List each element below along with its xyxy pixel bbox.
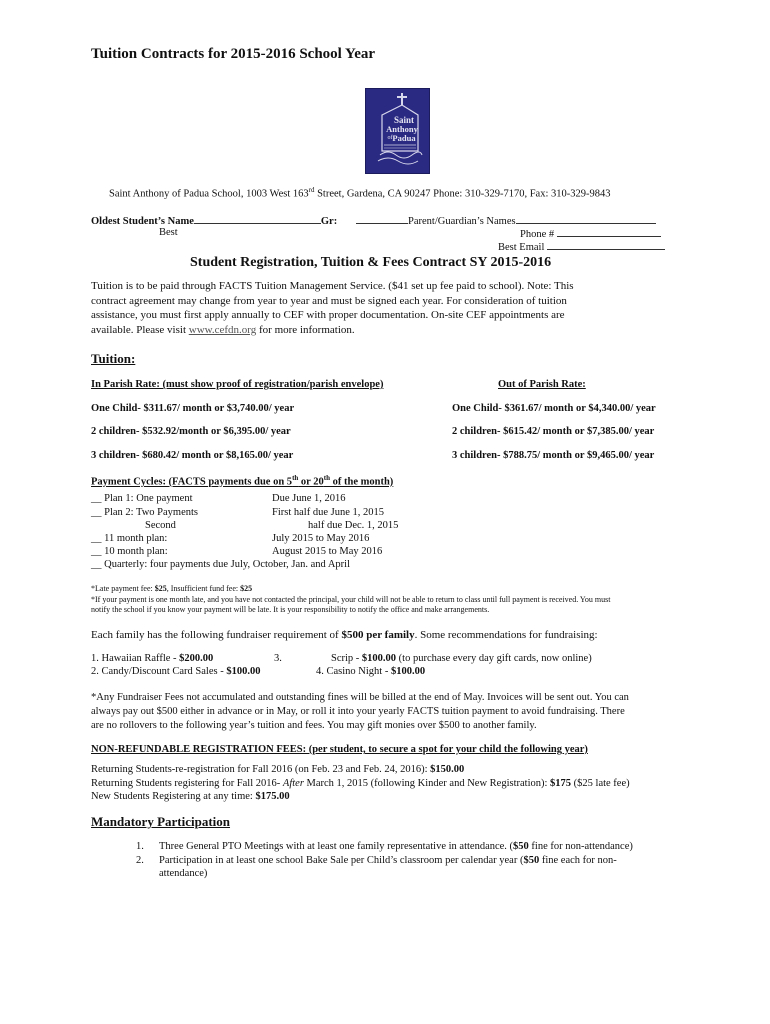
mandatory-text: fine for non-attendance) [528,841,633,852]
in-parish-rate: 3 children- $680.42/ month or $8,165.00/ year [91,450,294,461]
mandatory-text: Three General PTO Meetings with at least one family representative in attendance. ( [159,841,514,852]
fundraiser-item-number: 3. [274,653,282,664]
late-fee-text: *Late payment fee: [91,584,155,593]
guardian-label: Parent/Guardian’s Names [408,216,516,227]
registration-text: Returning Students-re-registration for Fall 2016 (on Feb. 23 and Feb. 24, 2016): [91,764,431,775]
mandatory-participation-heading: Mandatory Participation [91,814,231,829]
fundraiser-item-amount: $200.00 [179,653,214,664]
registration-text-italic: After [282,778,304,789]
contract-title: Student Registration, Tuition & Fees Contract SY 2015-2016 [190,255,552,270]
mandatory-fine: $50 [523,855,540,866]
oldest-student-label: Oldest Student’s Name [91,216,194,227]
fundraiser-text: . Some recommendations for fundraising: [414,629,598,641]
fundraiser-intro [91,629,598,642]
plan-option[interactable]: __ 11 month plan: [91,533,168,544]
out-parish-rate: One Child- $361.67/ month or $4,340.00/ year [452,403,656,414]
mandatory-text: Participation in at least one school Bake Sale per Child’s classroom per calendar year ( [159,855,524,866]
intro-text: available. Please visit [91,323,189,336]
payment-heading-part: or 20 [298,476,324,488]
plan-due: July 2015 to May 2016 [272,533,370,544]
logo-text-of: of [387,135,393,141]
registration-fees-heading: NON-REFUNDABLE REGISTRATION FEES: (per student, to secure a spot for your child the following year) [91,744,588,755]
logo-text-saint: Saint [393,115,415,125]
grade-label: Gr: [320,216,338,227]
fundraiser-item-amount: $100.00 [390,666,426,677]
intro-paragraph [91,279,691,337]
plan-option[interactable]: __ Plan 2: Two Payments [91,507,198,518]
in-parish-header: In Parish Rate: (must show proof of registration/parish envelope) [91,379,384,390]
fundraiser-item-label: 2. Candy/Discount Card Sales - [91,666,227,677]
email-field[interactable] [498,239,665,254]
intro-line: contract agreement may change from year to year and must be signed each year. For consideration of tuition [91,294,567,307]
address-part: Street, Gardena, CA 90247 Phone: 310-329-7170, Fax: 310-329-9843 [314,188,611,200]
intro-line: Tuition is to be paid through FACTS Tuition Management Service. ($41 set up fee paid to school). Note: This [91,280,574,292]
fundraiser-item-label: (to purchase every day gift cards, now online) [396,653,592,664]
fundraiser-item-label: Scrip - [331,653,362,664]
logo-text-anthony: Anthony [386,124,418,134]
mandatory-item-number: 1. [136,841,144,852]
fundraiser-item-label: 1. Hawaiian Raffle - [91,653,180,664]
mandatory-item-number: 2. [136,855,144,866]
registration-text: March 1, 2015 (following Kinder and New Registration): [303,778,551,789]
email-label: Best Email [498,242,545,253]
fundraiser-note-line: *Any Fundraiser Fees not accumulated and outstanding fines will be billed at the end of May. Invoices will be sent out. You can [91,692,629,703]
fundraiser-item [91,665,260,678]
mandatory-item-continuation: attendance) [159,868,208,879]
fundraiser-text: Each family has the following fundraiser requirement of [91,629,342,641]
fundraiser-item-amount: $100.00 [226,666,261,677]
late-fee-text: , Insufficient fund fee: [166,584,241,593]
payment-heading-sup: th [292,474,299,482]
in-parish-rate: 2 children- $532.92/month or $6,395.00/ year [91,426,291,437]
address-sup: rd [308,186,315,194]
registration-amount: $175.00 [255,791,290,802]
late-fee-amount: $25 [154,584,167,593]
oldest-student-line[interactable] [194,213,321,224]
guardian-line[interactable] [516,213,656,224]
registration-text: ($25 late fee) [571,778,630,789]
email-line[interactable] [547,239,665,250]
fundraiser-item-label: 4. Casino Night - [316,666,391,677]
registration-fee-line [91,790,290,803]
registration-text: New Students Registering at any time: [91,791,256,802]
oldest-student-field[interactable] [91,213,337,228]
logo-text-padua: Padua [392,133,416,143]
grade-line[interactable] [356,213,408,224]
mandatory-fine: $50 [513,841,529,852]
plan-option[interactable]: __ 10 month plan: [91,546,168,557]
plan-option[interactable]: __ Plan 1: One payment [91,493,193,504]
intro-line: assistance, you must first apply annually to CEF with proper documentation. On-site CEF appointments are [91,309,565,321]
page-title: Tuition Contracts for 2015-2016 School Year [91,46,376,62]
out-parish-header: Out of Parish Rate: [498,379,586,390]
intro-line [91,323,691,338]
plan-due: half due Dec. 1, 2015 [308,520,399,531]
school-logo [365,88,430,174]
fundraiser-note-line: are no rollovers to the following year’s tuition and fees. You may gift monies over $500 to another family. [91,720,537,731]
mandatory-text: fine each for non- [539,855,617,866]
insufficient-fee-amount: $25 [240,584,253,593]
phone-label: Phone # [520,229,555,240]
best-label: Best [159,227,178,238]
cef-link[interactable]: www.cefdn.org [188,323,257,336]
mandatory-item [159,854,617,867]
quarterly-text: : four payments due July, October, Jan. and April [144,559,351,570]
late-fee-line [91,584,691,595]
plan-option-second: Second [145,520,176,531]
payment-heading-part: Payment Cycles: (FACTS payments due on 5 [91,476,293,488]
quarterly-label: __ Quarterly [91,559,145,570]
school-logo-icon [366,89,429,173]
registration-fee-line [91,777,630,790]
fundraiser-item-amount: $100.00 [361,653,397,664]
payment-cycles-heading [91,472,393,489]
address-part: Saint Anthony of Padua School, 1003 West 163 [109,188,309,200]
fundraiser-item [331,652,592,665]
plan-due: First half due June 1, 2015 [272,507,384,518]
mandatory-item [159,840,633,853]
phone-line[interactable] [557,226,661,237]
plan-option-quarterly[interactable] [91,558,350,571]
registration-amount: $175 [550,778,572,789]
registration-fee-line [91,763,464,776]
payment-heading-part: of the month) [330,476,394,488]
late-fee-line: notify the school if you know your payment will be late. It is your responsibility to notify the office and make arrangements. [91,605,490,614]
fundraiser-item [316,665,425,678]
fundraiser-note-line: always pay out $500 either in advance or in May, or roll it into your yearly FACTS tuition payment to avoid fundraising. There [91,706,625,717]
school-address [109,184,610,201]
payment-heading-sup: th [323,474,331,482]
registration-text: Returning Students registering for Fall 2016- [91,778,283,789]
late-fee-line: *If your payment is one month late, and you have not contacted the principal, your child will not be able to return to class until full payment is received. You must [91,594,611,604]
late-fee-notice [91,584,691,616]
registration-amount: $150.00 [430,764,465,775]
fundraiser-requirement: $500 per family [341,629,415,641]
tuition-heading: Tuition: [91,351,136,366]
out-parish-rate: 3 children- $788.75/ month or $9,465.00/ year [452,450,655,461]
fundraiser-item [91,652,213,665]
plan-due: Due June 1, 2016 [272,493,346,504]
out-parish-rate: 2 children- $615.42/ month or $7,385.00/ year [452,426,655,437]
plan-due: August 2015 to May 2016 [272,546,383,557]
in-parish-rate: One Child- $311.67/ month or $3,740.00/ year [91,403,295,414]
fundraiser-note [91,691,691,733]
intro-text: for more information. [256,323,355,336]
